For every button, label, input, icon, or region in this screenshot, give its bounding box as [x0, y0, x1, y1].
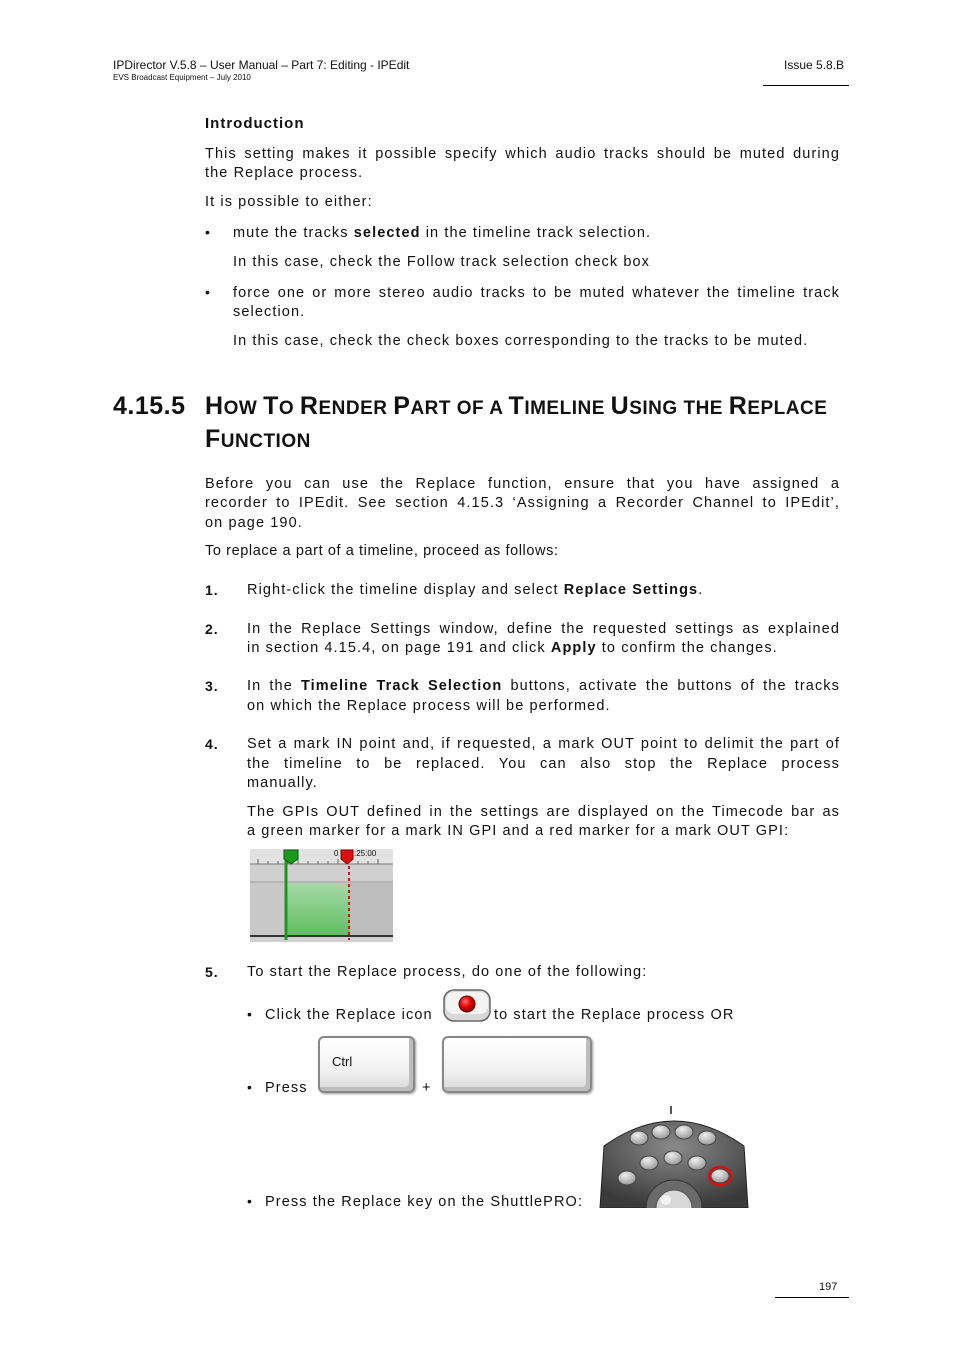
footer-rule [775, 1297, 849, 1298]
bullet-dot: • [247, 1079, 252, 1095]
bullet-1-note: In this case, check the Follow track selection check box [233, 254, 651, 270]
title-fragment: T [263, 392, 279, 420]
title-fragment: ENDER [318, 398, 394, 419]
step-3-line1: In the Timeline Track Selection buttons, activate the buttons of the tracks [247, 678, 841, 694]
replace-record-icon[interactable] [443, 989, 491, 1022]
plus-sign: + [422, 1080, 432, 1096]
title-fragment: SING THE [629, 398, 729, 419]
header-rule [763, 85, 849, 86]
step-3-line2: on which the Replace process will be performed. [247, 698, 611, 714]
step-4-p2a: The GPIs OUT defined in the settings are displayed on the Timecode bar as [247, 804, 840, 820]
page-number: 197 [819, 1281, 838, 1293]
step-1-text: Right-click the timeline display and select Replace Settings. [247, 582, 704, 598]
section-p1a: Before you can use the Replace function, ensure that you have assigned a [205, 476, 840, 492]
bullet-2b: selection. [233, 304, 306, 320]
step-number: 5. [205, 964, 219, 980]
header-title: IPDirector V.5.8 – User Manual – Part 7: Editing - IPEdit [113, 58, 410, 72]
title-fragment: P [393, 392, 411, 420]
step-2-line2: in section 4.15.4, on page 191 and click Apply to confirm the changes. [247, 640, 778, 656]
title-fragment: UNCTION [220, 431, 311, 452]
option-2: Press [265, 1080, 308, 1096]
shuttlepro-image [598, 1106, 750, 1208]
section-p2: To replace a part of a timeline, proceed as follows: [205, 543, 559, 559]
header-subtitle: EVS Broadcast Equipment – July 2010 [113, 73, 251, 82]
step-number: 1. [205, 582, 219, 598]
title-fragment: O [278, 398, 300, 419]
timecode-label: 0 [334, 849, 339, 858]
timecode-label-2: :25:00 [354, 849, 377, 858]
bullet-2-note: In this case, check the check boxes corresponding to the tracks to be muted. [233, 333, 809, 349]
bullet-dot: • [205, 284, 210, 300]
timecode-bar-image [250, 849, 393, 942]
header-issue: Issue 5.8.B [784, 58, 845, 72]
title-fragment: EPLACE [747, 398, 828, 419]
title-fragment: F [205, 425, 221, 453]
option-1a: Click the Replace icon [265, 1007, 433, 1023]
title-fragment: T [508, 392, 525, 420]
intro-p1b: the Replace process. [205, 165, 364, 181]
bullet-dot: • [247, 1193, 252, 1209]
step-5-line1: To start the Replace process, do one of the following: [247, 964, 648, 980]
section-title-line2 [205, 425, 311, 454]
step-2-line1: In the Replace Settings window, define the requested settings as explained [247, 621, 840, 637]
title-fragment: ART OF A [410, 398, 509, 419]
intro-p1: This setting makes it possible specify which audio tracks should be muted during [205, 146, 840, 162]
bullet-2: force one or more stereo audio tracks to be muted whatever the timeline track [233, 285, 840, 301]
intro-heading: Introduction [205, 115, 305, 132]
title-fragment: U [610, 392, 630, 420]
section-title-line1 [205, 392, 827, 421]
section-p1b: recorder to IPEdit. See section 4.15.3 ‘Assigning a Recorder Channel to IPEdit’, [205, 495, 840, 511]
blank-key[interactable] [442, 1036, 592, 1093]
step-number: 3. [205, 678, 219, 694]
intro-p2: It is possible to either: [205, 194, 373, 210]
title-fragment: R [728, 392, 748, 420]
option-1b: to start the Replace process OR [494, 1007, 735, 1023]
bullet-dot: • [247, 1006, 252, 1022]
bullet-1: mute the tracks selected in the timeline track selection. [233, 225, 652, 241]
step-number: 2. [205, 621, 219, 637]
section-number: 4.15.5 [113, 392, 186, 420]
step-4-line3: manually. [247, 775, 318, 791]
ctrl-key-label: Ctrl [332, 1054, 353, 1069]
bullet-dot: • [205, 224, 210, 240]
step-4-p2b: a green marker for a mark IN GPI and a red marker for a mark OUT GPI: [247, 823, 790, 839]
section-p1c: on page 190. [205, 515, 303, 531]
title-fragment: H [205, 392, 224, 420]
ctrl-key[interactable] [318, 1036, 415, 1093]
title-fragment: R [299, 392, 319, 420]
step-4-line1: Set a mark IN point and, if requested, a mark OUT point to delimit the part of [247, 736, 840, 752]
title-fragment: IMELINE [524, 398, 611, 419]
step-4-line2: the timeline to be replaced. You can also stop the Replace process [247, 756, 840, 772]
step-number: 4. [205, 736, 219, 752]
title-fragment: OW [223, 398, 264, 419]
option-3: Press the Replace key on the ShuttlePRO: [265, 1194, 584, 1210]
